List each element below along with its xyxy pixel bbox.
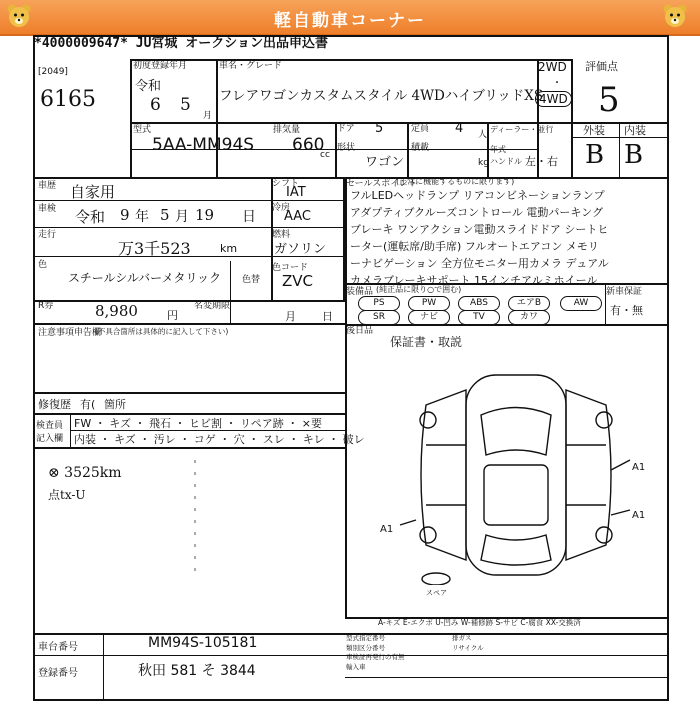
handle-value: 左・右 bbox=[525, 155, 558, 168]
ac-label: 冷房 bbox=[272, 203, 291, 213]
shift-value: IAT bbox=[286, 185, 306, 200]
check-item: ・ キレ bbox=[284, 433, 325, 446]
car-label: 車名・グレード bbox=[219, 61, 283, 71]
lot-number: 6165 bbox=[40, 87, 96, 112]
type-label: 型式 bbox=[133, 125, 152, 135]
equip-badge-8: カワ bbox=[508, 310, 550, 325]
color-value: スチールシルバーメタリック bbox=[68, 271, 222, 285]
mileage-label: 走行 bbox=[38, 230, 57, 240]
drive-2wd: 2WD bbox=[538, 60, 567, 74]
notes-label: 注意事項申告欄 bbox=[38, 328, 102, 338]
color-label: 色 bbox=[38, 260, 48, 270]
check-row-exterior bbox=[74, 415, 322, 431]
sales-sub: (正常に機能するものに限ります) bbox=[396, 177, 515, 186]
due-month: 月 bbox=[285, 310, 296, 323]
reg-month: 5 bbox=[180, 95, 191, 115]
doors-label: ドア bbox=[337, 124, 355, 134]
check-item: ・ 汚レ bbox=[135, 433, 176, 446]
grade-value: 5 bbox=[598, 80, 620, 120]
damage-mark-2: A1 bbox=[632, 510, 646, 521]
new-warranty-label: 新車保証 bbox=[606, 287, 643, 297]
recycle-value: 8,980 bbox=[95, 302, 138, 320]
inspector-label: 検査員 bbox=[36, 421, 64, 431]
sales-point-line: カメラブレーキサポート 15インチアルミホイール bbox=[350, 274, 598, 287]
sales-point-line: フルLEDヘッドランプ リアコンビネーションランプ bbox=[350, 189, 605, 202]
bottom-right-label-1: 類別区分番号 bbox=[346, 644, 385, 652]
reg-era: 令和 bbox=[135, 79, 162, 94]
drive-sep: ・ bbox=[552, 78, 562, 89]
usage-label: 車歴 bbox=[38, 181, 57, 191]
spare-label: スペア bbox=[426, 589, 447, 597]
sales-label: セールスポイント bbox=[346, 179, 418, 189]
header-title: 軽自動車コーナー bbox=[274, 11, 426, 31]
bear-logo-icon bbox=[662, 3, 688, 29]
bottom-right-label-3: 輸入車 bbox=[346, 663, 366, 671]
int-label: 内装 bbox=[624, 124, 646, 137]
equip-sub: (純正品に限り○で囲む) bbox=[376, 285, 462, 294]
handle-label: ハンドル bbox=[490, 157, 522, 166]
recycle-unit: 円 bbox=[167, 309, 178, 322]
repair-unit: 箇所 bbox=[104, 398, 126, 411]
shaken-tsuki: 月 bbox=[175, 209, 189, 225]
bottom-right-label-0: 型式指定番号 bbox=[346, 634, 385, 642]
check-item: ・ キズ bbox=[91, 417, 131, 430]
repair-label: 修復歴 bbox=[38, 398, 71, 411]
shaken-day: 19 bbox=[195, 206, 215, 224]
chassis-value: MM94S-105181 bbox=[148, 635, 258, 651]
check-item: ・ スレ bbox=[244, 433, 285, 446]
memo-dashes bbox=[150, 455, 210, 575]
shaken-year: 9 bbox=[120, 206, 130, 224]
after-items-value: 保証書・取説 bbox=[390, 335, 463, 349]
bottom-right-label-2: 車検証再発行の有無 bbox=[346, 653, 405, 661]
repair-value: 有( bbox=[80, 398, 96, 411]
shaken-era: 令和 bbox=[75, 208, 106, 226]
check-item: FW bbox=[74, 417, 92, 430]
check-item: 内装 bbox=[74, 433, 96, 446]
fuel-label: 燃料 bbox=[272, 230, 291, 240]
doors-value: 5 bbox=[375, 121, 384, 136]
equip-badge-6: ナビ bbox=[408, 310, 450, 325]
inspector-label-2: 記入欄 bbox=[36, 434, 64, 444]
equip-badge-5: SR bbox=[358, 310, 400, 325]
color-code-label: 色コード bbox=[272, 263, 309, 273]
sales-points-list bbox=[350, 187, 650, 289]
check-item: ・ 穴 bbox=[215, 433, 245, 446]
equip-badge-1: PW bbox=[408, 296, 450, 311]
equip-badge-0: PS bbox=[358, 296, 400, 311]
check-item: ・ キズ bbox=[96, 433, 136, 446]
reg-month-unit: 月 bbox=[203, 111, 213, 121]
check-item: ・ ヒビ割 bbox=[171, 417, 222, 430]
cap-unit: 人 bbox=[478, 130, 488, 140]
memo-line-2: 点tx-U bbox=[48, 488, 86, 502]
year-label: 年式 bbox=[490, 145, 506, 154]
disp-label: 排気量 bbox=[273, 125, 301, 135]
memo-line-1: ⊗ 3525km bbox=[48, 465, 122, 481]
body-label: 形状 bbox=[337, 143, 356, 153]
new-warranty-value: 有・無 bbox=[610, 304, 643, 317]
fuel-value: ガソリン bbox=[274, 242, 327, 257]
bear-logo-icon bbox=[6, 3, 32, 29]
sales-point-line: ーナビゲーション 全方位モニター用カメラ デュアル bbox=[350, 257, 609, 270]
recycle-label: R券 bbox=[38, 301, 54, 311]
after-items-label: 後日品 bbox=[346, 326, 374, 336]
shaken-label: 車検 bbox=[38, 204, 57, 214]
color-swap-label: 色替 bbox=[242, 275, 261, 285]
due-day: 日 bbox=[322, 310, 333, 323]
damage-mark-1: A1 bbox=[632, 462, 646, 473]
drive-4wd: 4WD bbox=[535, 91, 572, 107]
ext-score: B bbox=[585, 140, 605, 170]
chassis-label: 車台番号 bbox=[38, 642, 78, 653]
grade-label: 評価点 bbox=[585, 60, 618, 73]
due-label: 名変期限 bbox=[194, 301, 231, 311]
shaken-month: 5 bbox=[160, 206, 170, 224]
check-item: ・ リペア跡 bbox=[222, 417, 284, 430]
equip-badge-4: AW bbox=[560, 296, 602, 311]
check-item: ・ ×要 bbox=[283, 417, 322, 430]
form-barcode-line: *4000009647* JU宮城 オークション出品申込書 bbox=[34, 36, 328, 51]
sales-point-line: アダプティブクルーズコントロール 電動パーキング bbox=[350, 206, 604, 219]
reg-year: 6 bbox=[150, 95, 161, 115]
cap-value: 4 bbox=[455, 121, 464, 136]
body-value: ワゴン bbox=[365, 155, 405, 170]
check-item: ・ 飛石 bbox=[131, 417, 171, 430]
lot-code: [2049] bbox=[38, 67, 68, 77]
equip-badge-7: TV bbox=[458, 310, 500, 325]
load-unit: kg bbox=[478, 158, 489, 168]
shaken-nichi: 日 bbox=[242, 209, 256, 225]
equip-badge-2: ABS bbox=[458, 296, 500, 311]
equip-label: 装備品 bbox=[346, 287, 374, 297]
mileage-value: 万3千523 bbox=[118, 239, 191, 258]
dealer-label: ディーラー・並行 bbox=[490, 125, 554, 134]
cap-label: 定員 bbox=[411, 124, 430, 134]
sales-point-line: ーター(運転席/助手席) フルオートエアコン メモリ bbox=[350, 240, 599, 253]
mileage-unit: km bbox=[220, 242, 238, 255]
type-value: 5AA-MM94S bbox=[152, 135, 255, 155]
usage-value: 自家用 bbox=[70, 183, 116, 201]
bottom-right-label-4: 排ガス bbox=[452, 634, 472, 642]
damage-legend: A-キズ E-エクボ U-凹み W-補修跡 S-サビ C-腐食 XX-交換済 bbox=[378, 618, 581, 627]
int-score: B bbox=[624, 140, 644, 170]
ac-value: AAC bbox=[284, 209, 311, 224]
load-label: 積載 bbox=[411, 143, 430, 153]
shaken-nen: 年 bbox=[135, 209, 149, 225]
damage-mark-3: A1 bbox=[380, 524, 394, 535]
reg-label: 初度登録年月 bbox=[133, 61, 188, 71]
plate-label: 登録番号 bbox=[38, 668, 78, 679]
sales-point-line: ブレーキ ワンアクション電動スライドドア シートヒ bbox=[350, 223, 609, 236]
check-item: ・ コゲ bbox=[175, 433, 216, 446]
notes-sub: (不具合箇所は具体的に記入して下さい) bbox=[95, 327, 229, 336]
plate-value: 秋田 581 そ 3844 bbox=[138, 663, 256, 679]
check-item: ・ 破レ bbox=[324, 433, 365, 446]
disp-unit: cc bbox=[320, 150, 330, 160]
ext-label: 外装 bbox=[583, 124, 605, 137]
bottom-right-label-5: リサイクル bbox=[452, 644, 484, 652]
color-code: ZVC bbox=[282, 272, 314, 290]
equip-badge-3: エアB bbox=[508, 296, 550, 311]
disp-value: 660 bbox=[292, 135, 325, 155]
car-damage-diagram bbox=[396, 365, 636, 585]
check-row-interior bbox=[74, 431, 365, 447]
shift-label: シフト bbox=[272, 179, 300, 189]
car-name: フレアワゴンカスタムスタイル 4WDハイブリッドXS bbox=[219, 88, 544, 104]
